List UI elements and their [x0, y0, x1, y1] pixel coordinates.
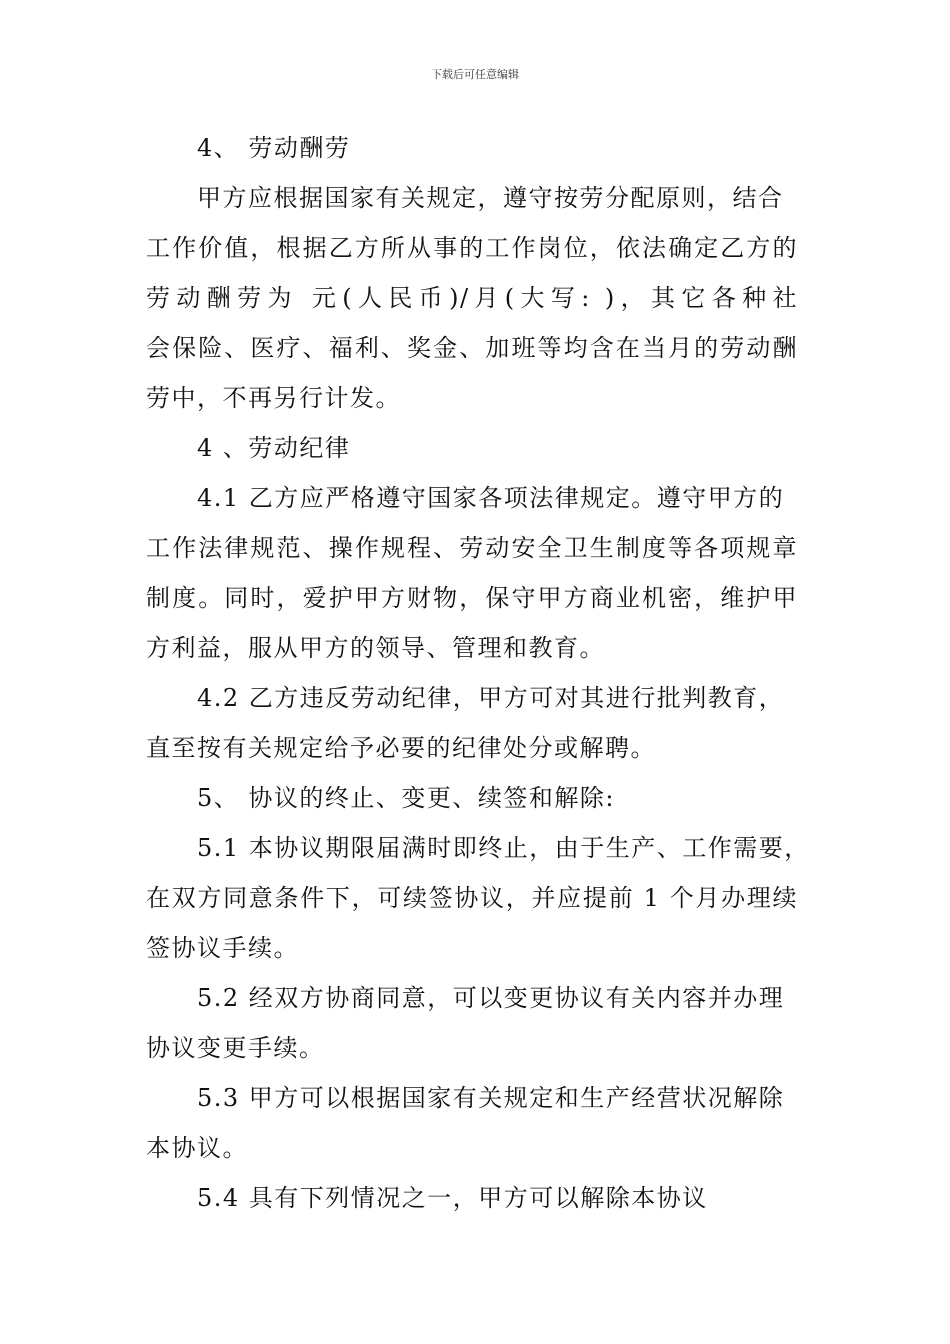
- section-heading-4-remuneration: 4、 劳动酬劳: [197, 134, 351, 162]
- paragraph-line: 会保险、医疗、福利、奖金、加班等均含在当月的劳动酬: [146, 334, 798, 362]
- header-note: 下载后可任意编辑: [431, 68, 519, 81]
- paragraph-line: 制度。同时，爱护甲方财物，保守甲方商业机密，维护甲: [146, 584, 798, 612]
- paragraph-line: 直至按有关规定给予必要的纪律处分或解聘。: [146, 734, 656, 762]
- paragraph-line: 5.3 甲方可以根据国家有关规定和生产经营状况解除: [197, 1084, 785, 1112]
- paragraph-line: 方利益，服从甲方的领导、管理和教育。: [146, 634, 605, 662]
- paragraph-line: 4.1 乙方应严格遵守国家各项法律规定。遵守甲方的: [197, 484, 785, 512]
- paragraph-line: 甲方应根据国家有关规定，遵守按劳分配原则，结合: [197, 184, 784, 212]
- paragraph-line: 签协议手续。: [146, 934, 299, 962]
- paragraph-line: 4.2 乙方违反劳动纪律，甲方可对其进行批判教育，: [197, 684, 785, 712]
- paragraph-line: 工作法律规范、操作规程、劳动安全卫生制度等各项规章: [146, 534, 798, 562]
- paragraph-line: 劳中，不再另行计发。: [146, 384, 401, 412]
- paragraph-line: 协议变更手续。: [146, 1034, 325, 1062]
- section-heading-4-discipline: 4 、劳动纪律: [197, 434, 351, 462]
- paragraph-line: 在双方同意条件下，可续签协议，并应提前 1 个月办理续: [146, 884, 798, 912]
- paragraph-line: 本协议。: [146, 1134, 248, 1162]
- paragraph-line: 劳动酬劳为 元(人民币)/月(大写: )，其它各种社: [146, 284, 798, 312]
- paragraph-line: 工作价值，根据乙方所从事的工作岗位，依法确定乙方的: [146, 234, 798, 262]
- paragraph-line: 5.1 本协议期限届满时即终止，由于生产、工作需要，: [197, 834, 810, 862]
- paragraph-line: 5.4 具有下列情况之一，甲方可以解除本协议: [197, 1184, 708, 1212]
- section-heading-5: 5、 协议的终止、变更、续签和解除:: [197, 784, 615, 812]
- paragraph-line: 5.2 经双方协商同意，可以变更协议有关内容并办理: [197, 984, 785, 1012]
